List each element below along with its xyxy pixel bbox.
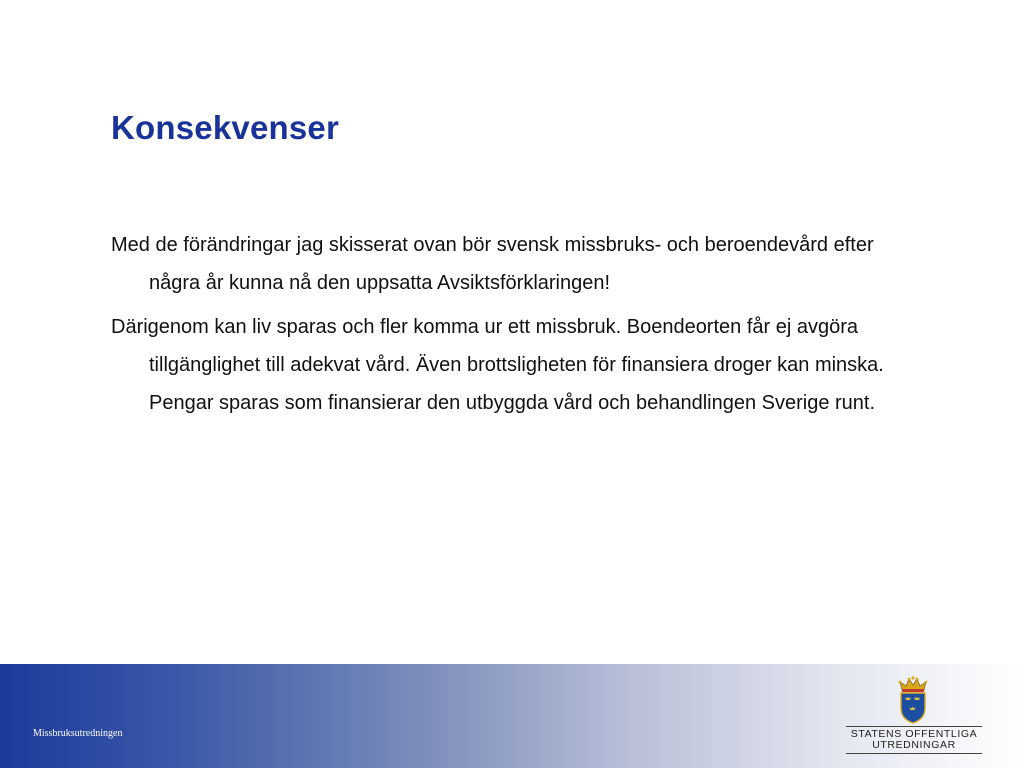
slide-body (111, 226, 921, 422)
crowned-shield-icon (896, 676, 930, 724)
logo-text-line2: UTREDNINGAR (872, 739, 956, 751)
logo-rule-top (846, 726, 982, 727)
paragraph-1: Med de förändringar jag skisserat ovan bör svensk missbruks- och beroendevård efter några år kunna nå den uppsatta Avsiktsförklaringen! (111, 234, 874, 294)
logo-rule-bottom (846, 753, 982, 754)
logo-text-line1: STATENS OFFENTLIGA (850, 728, 978, 740)
sou-logo (846, 676, 982, 756)
slide-title: Konsekvenser (111, 109, 340, 146)
paragraph-2: Därigenom kan liv sparas och fler komma ur ett missbruk. Boendeorten får ej avgöra tillgänglighet till adekvat vård. Även brottsligheten för finansiera droger kan minska. Pengar sparas som finansierar den utbyggda vård och behandlingen Sverige runt. (111, 316, 884, 414)
footer-label: Missbruksutredningen (33, 728, 123, 739)
